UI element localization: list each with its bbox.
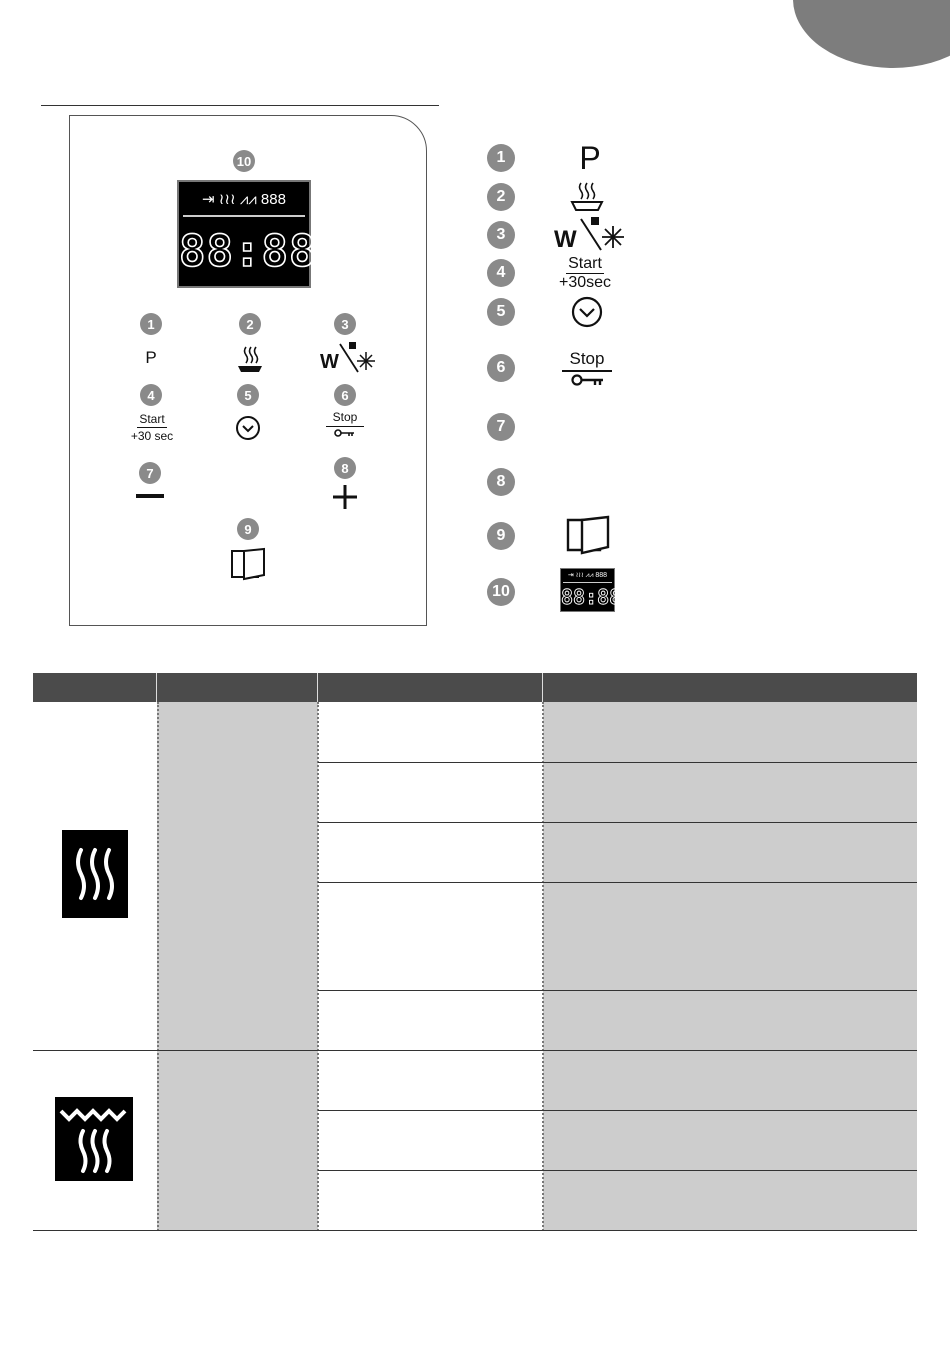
column-separator	[542, 702, 544, 1231]
legend-start-sub-label: +30sec	[558, 274, 612, 291]
legend-number: 10	[487, 578, 515, 606]
display-divider	[183, 215, 305, 217]
panel-display	[177, 180, 317, 288]
page-corner-tab	[793, 0, 950, 68]
plus-button[interactable]	[332, 484, 358, 510]
legend-number: 4	[487, 259, 515, 287]
legend-display-digits: 88:88	[561, 585, 622, 609]
legend-display-symbol	[560, 568, 622, 612]
callout-3: 3	[334, 313, 356, 335]
legend-key-wrap	[562, 370, 612, 386]
legend-weight-defrost-symbol	[553, 216, 627, 252]
callout-9: 9	[237, 518, 259, 540]
mode-column-group-2	[157, 1051, 318, 1231]
minus-button[interactable]	[136, 494, 164, 498]
legend-number: 7	[487, 413, 515, 441]
grill-combination-icon	[55, 1097, 133, 1181]
legend-display-divider	[563, 582, 612, 583]
svg-text:W: W	[554, 226, 577, 252]
display-digits: 88:88	[179, 226, 317, 277]
start-button[interactable]	[124, 410, 180, 443]
key-icon	[334, 428, 356, 438]
stop-label: Stop	[332, 410, 358, 424]
key-icon	[571, 373, 605, 387]
start-label: Start	[139, 412, 165, 426]
table-header-cell	[318, 673, 543, 702]
callout-6: 6	[334, 384, 356, 406]
plus-icon	[332, 484, 358, 510]
key-icon-wrap	[326, 426, 364, 437]
legend-display-icons: ⇥ ≀≀≀ ⩘⩘ 888	[567, 572, 608, 579]
group-divider	[33, 1050, 917, 1051]
row-divider	[318, 990, 917, 991]
row-divider	[318, 882, 917, 883]
legend-number: 6	[487, 354, 515, 382]
legend-stop-symbol	[560, 349, 614, 386]
table-header-cell	[543, 673, 917, 702]
display-icon-row: ⇥ ≀≀≀ ⩘⩘ 888	[202, 191, 286, 208]
table-bottom-rule	[33, 1230, 917, 1231]
column-separator	[157, 702, 159, 1231]
callout-2: 2	[239, 313, 261, 335]
legend-number: 5	[487, 298, 515, 326]
door-icon	[566, 515, 610, 555]
weight-defrost-icon	[553, 216, 627, 252]
clock-icon	[569, 295, 605, 329]
legend-stop-label: Stop	[569, 349, 605, 368]
row-divider	[318, 1170, 917, 1171]
weight-defrost-button[interactable]	[318, 340, 378, 376]
steam-plate-icon	[567, 180, 607, 212]
callout-1: 1	[140, 313, 162, 335]
section-rule	[41, 105, 439, 106]
p-button[interactable]: P	[145, 348, 157, 367]
legend-number: 3	[487, 221, 515, 249]
legend-start-symbol	[552, 255, 618, 292]
steam-button[interactable]	[230, 343, 270, 375]
legend-number: 1	[487, 144, 515, 172]
row-divider	[318, 762, 917, 763]
table-header-cell	[157, 673, 318, 702]
row-divider	[318, 1110, 917, 1111]
clock-button[interactable]	[234, 414, 262, 442]
legend-start-label: Start	[568, 255, 602, 272]
legend-number: 2	[487, 183, 515, 211]
row-divider	[318, 822, 917, 823]
callout-4: 4	[140, 384, 162, 406]
grill-icon	[62, 830, 128, 918]
callout-10: 10	[233, 150, 255, 172]
column-separator	[317, 702, 319, 1231]
start-sub-label: +30 sec	[130, 429, 174, 443]
door-button[interactable]	[230, 547, 266, 581]
legend-door-symbol	[566, 515, 610, 555]
legend-steam-symbol	[567, 180, 607, 212]
table-header-cell	[33, 673, 157, 702]
callout-8: 8	[334, 457, 356, 479]
callout-5: 5	[237, 384, 259, 406]
weight-defrost-icon	[318, 340, 378, 376]
legend-number: 8	[487, 468, 515, 496]
callout-7: 7	[139, 462, 161, 484]
clock-icon	[234, 414, 262, 442]
legend-clock-symbol	[569, 295, 605, 329]
svg-text:W: W	[320, 351, 339, 373]
mode-column-group-1	[157, 702, 318, 1050]
legend-number: 9	[487, 522, 515, 550]
steam-plate-icon	[230, 343, 270, 375]
legend-p-symbol: P	[579, 140, 601, 176]
door-icon	[230, 547, 266, 581]
description-column	[543, 702, 917, 1231]
stop-button[interactable]	[322, 410, 368, 437]
